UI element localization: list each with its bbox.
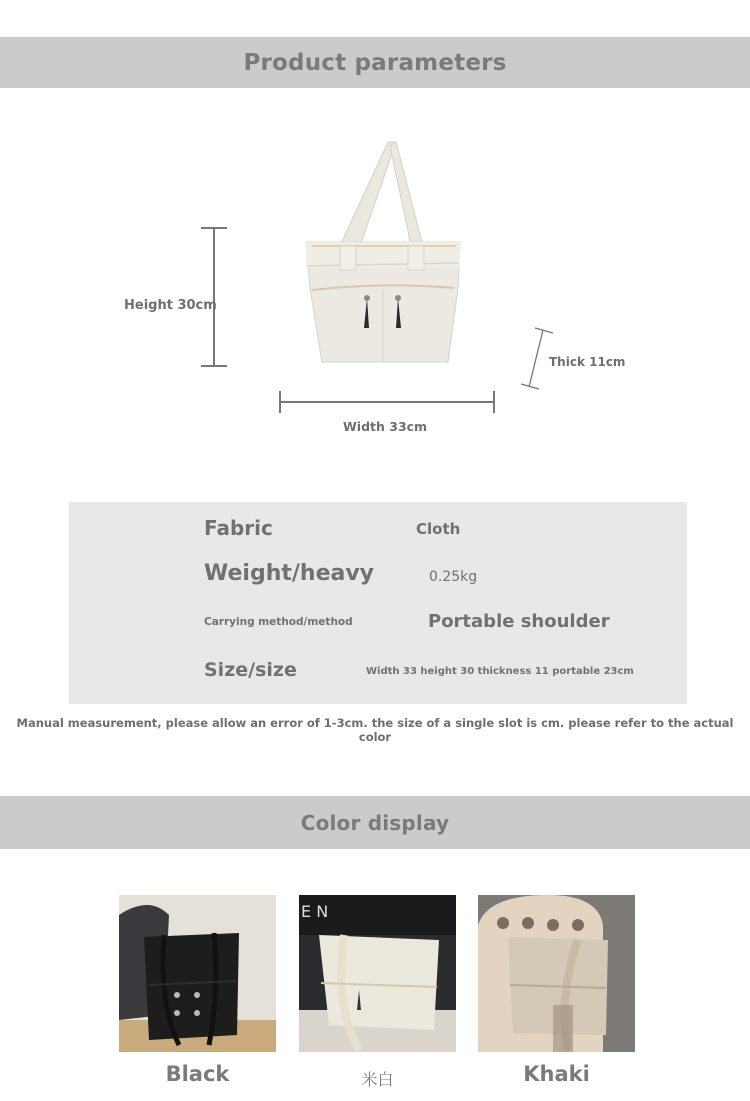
color-swatch-black[interactable]: [119, 895, 276, 1052]
height-dimension-line: [213, 227, 215, 366]
param-label-fabric: Fabric: [204, 516, 273, 540]
off-white-bag-image: [299, 895, 456, 1052]
color-label-khaki: Khaki: [523, 1062, 590, 1086]
color-label-black: Black: [165, 1062, 230, 1086]
width-label: Width 33cm: [343, 419, 428, 434]
height-tick-bottom: [201, 365, 227, 367]
color-label-off-white: 米白: [361, 1070, 394, 1089]
param-value-fabric: Cloth: [416, 520, 461, 538]
width-tick-right: [493, 391, 495, 413]
param-value-weight: 0.25kg: [429, 569, 478, 585]
height-tick-top: [201, 227, 227, 229]
tote-bag-image: [300, 138, 466, 366]
khaki-bag-image: [478, 895, 635, 1052]
measurement-note: Manual measurement, please allow an error of 1-3cm. the size of a single slot is cm. please refer to the actual color: [16, 716, 734, 744]
svg-text:E N: E N: [301, 902, 329, 921]
width-dimension-line: [279, 401, 494, 403]
thickness-label: Thick 11cm: [549, 355, 626, 369]
param-value-carrying-method: Portable shoulder: [428, 611, 610, 632]
param-label-carrying-method: Carrying method/method: [204, 616, 353, 628]
parameters-table: [69, 502, 687, 704]
color-swatch-off-white[interactable]: [299, 895, 456, 1052]
section-header-product-parameters: [0, 37, 750, 88]
color-swatch-khaki[interactable]: [478, 895, 635, 1052]
param-label-weight: Weight/heavy: [204, 561, 375, 586]
black-bag-image: [119, 895, 276, 1052]
section-title: Color display: [300, 810, 450, 835]
param-label-size: Size/size: [204, 659, 297, 681]
param-value-size: Width 33 height 30 thickness 11 portable 23cm: [366, 666, 634, 677]
section-header-color-display: [0, 796, 750, 849]
section-title: Product parameters: [243, 49, 507, 76]
height-label: Height 30cm: [124, 298, 217, 313]
width-tick-left: [279, 391, 281, 413]
